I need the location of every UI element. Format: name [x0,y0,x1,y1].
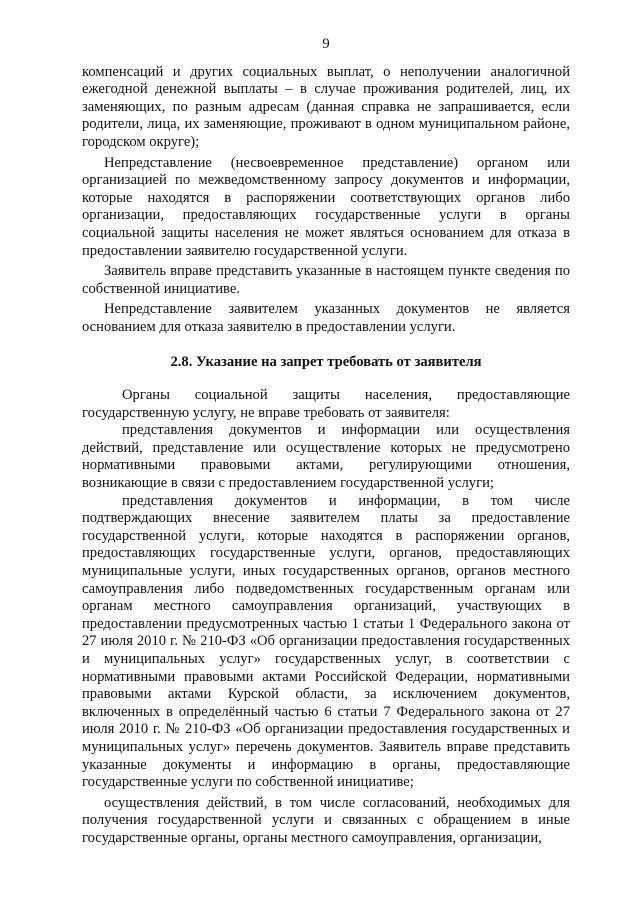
paragraph-continuation: компенсаций и других социальных выплат, о неполучении аналогичной ежегодной денежной выплаты – в случае проживания родителей, лиц, их заменяющих, по разным адресам (данная справка не запрашивается, если родители, лица, их заменяющие, проживают в одном муниципальном районе, городском округе); [82,63,570,150]
paragraph-applicant-right: Заявитель вправе представить указанные в настоящем пункте сведения по собственной инициативе. [82,263,570,297]
paragraph-nonsubmission-not-grounds: Непредставление заявителем указанных документов не является основанием для отказа заявителю в предоставлении услуги. [82,301,570,335]
paragraph-intro: Органы социальной защиты населения, предоставляющие государственную услугу, не вправе требовать от заявителя: [82,387,570,421]
list-item-3: осуществления действий, в том числе согласований, необходимых для получения государственной услуги и связанных с обращением в иные государственные органы, органы местного самоуправления, организации, [82,794,570,846]
document-page [82,36,570,848]
paragraph-nonsubmission-interagency: Непредставление (несвоевременное представление) органом или организацией по межведомственному запросу документов и информации, которые находятся в распоряжении соответствующих органов либо организации, предоставляющих государственные услуги в органы социальной защиты населения не может являться основанием для отказа в предоставлении заявителю государственной услуги. [82,154,570,259]
page-number: 9 [322,36,330,52]
section-heading: 2.8. Указание на запрет требовать от заявителя [170,353,482,370]
list-item-1: представления документов и информации или осуществления действий, представление или осуществление которых не предусмотрено нормативными правовыми актами, регулирующими отношения, возникающие в связи с предоставлением государственной услуги; [82,422,570,492]
list-item-2: представления документов и информации, в том числе подтверждающих внесение заявителем платы за предоставление государственной услуги, которые находятся в распоряжении органов, предоставляющих государственные услуги, органов, предоставляющих муниципальные услуги, иных государственных органов, органов местного самоуправления либо подведомственных государственным органам или органам местного самоуправления организаций, участвующих в предоставлении предусмотренных частью 1 статьи 1 Федерального закона от 27 июля 2010 г. № 210-ФЗ «Об организации предоставления государственных и муниципальных услуг» государственных услуг, в соответствии с нормативными правовыми актами Российской Федерации, нормативными правовыми актами Курской области, за исключением документов, включенных в определённый частью 6 статьи 7 Федерального закона от 27 июля 2010 г. № 210-ФЗ «Об организации предоставления государственных и муниципальных услуг» перечень документов. Заявитель вправе представить указанные документы и информацию в органы, предоставляющие государственные услуги по собственной инициативе; [82,492,570,791]
